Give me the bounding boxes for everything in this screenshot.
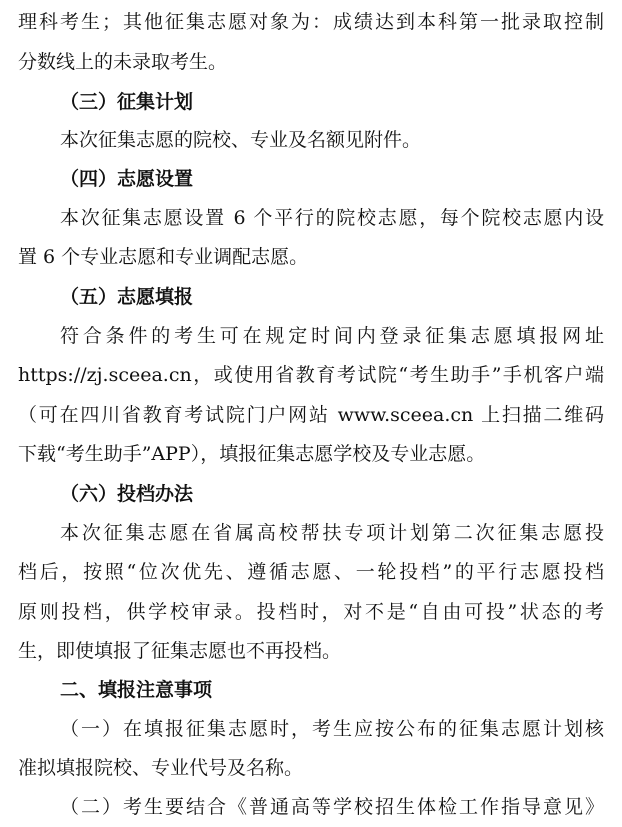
section-heading-delivery: （六）投档办法 bbox=[60, 483, 194, 505]
body-text-line: 分数线上的未录取考生。 bbox=[18, 51, 228, 73]
body-text-line: 档后，按照“位次优先、遵循志愿、一轮投档”的平行志愿投档 bbox=[18, 561, 604, 583]
section-heading-filling: （五）志愿填报 bbox=[60, 286, 194, 308]
body-text-line: 本次征集志愿在省属高校帮扶专项计划第二次征集志愿投 bbox=[60, 522, 604, 544]
body-text-line: 理科考生；其他征集志愿对象为：成绩达到本科第一批录取控制 bbox=[18, 11, 604, 33]
body-text-line: （二）考生要结合《普通高等学校招生体检工作指导意见》 bbox=[60, 796, 604, 818]
body-text-line-url: https://zj.sceea.cn，或使用省教育考试院“考生助手”手机客户端 bbox=[18, 364, 604, 386]
body-text-line: 下载“考生助手”APP），填报征集志愿学校及专业志愿。 bbox=[18, 443, 486, 465]
body-text-line-url: （可在四川省教育考试院门户网站 www.sceea.cn 上扫描二维码 bbox=[18, 404, 604, 426]
body-text-line: 准拟填报院校、专业代号及名称。 bbox=[18, 757, 304, 779]
body-text-line: 符合条件的考生可在规定时间内登录征集志愿填报网址 bbox=[60, 325, 604, 347]
section-heading-notes: 二、填报注意事项 bbox=[60, 679, 213, 701]
body-text-line: 原则投档，供学校审录。投档时，对不是“自由可投”状态的考 bbox=[18, 601, 604, 623]
body-text-line: 置 6 个专业志愿和专业调配志愿。 bbox=[18, 246, 309, 268]
section-heading-settings: （四）志愿设置 bbox=[60, 168, 194, 190]
body-text-line: （一）在填报征集志愿时，考生应按公布的征集志愿计划核 bbox=[60, 718, 604, 740]
body-text-line: 本次征集志愿的院校、专业及名额见附件。 bbox=[60, 129, 422, 151]
body-text-line: 本次征集志愿设置 6 个平行的院校志愿，每个院校志愿内设 bbox=[60, 207, 604, 229]
section-heading-plan: （三）征集计划 bbox=[60, 91, 194, 113]
body-text-line: 生，即使填报了征集志愿也不再投档。 bbox=[18, 640, 342, 662]
